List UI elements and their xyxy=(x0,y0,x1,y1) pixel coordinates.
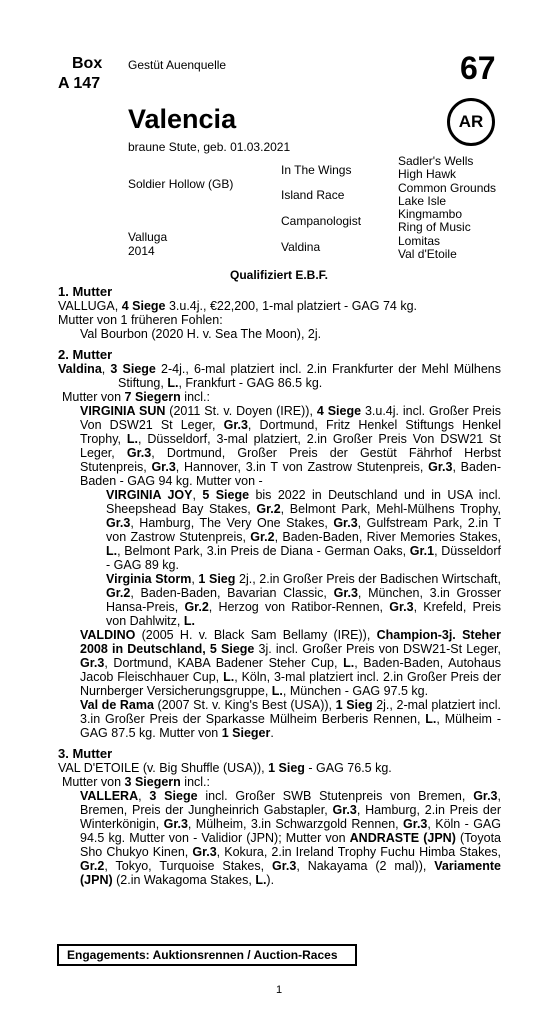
section-title-2: 2. Mutter xyxy=(58,347,113,362)
pedigree-gen3: Common Grounds xyxy=(398,181,497,195)
vallera-entry: VALLERA, 3 Siege incl. Großer SWB Stutenpreis von Bremen, Gr.3, Bremen, Preis der Jungheinrich Gabstapler, Gr.3, Hamburg, 2.in Preis der Winterkönigin, Gr.3, Mülheim, 3.in Schwarzgold Rennen, Gr.3, Köln - GAG 94.5 kg. Mutter von - Validior (JPN); Mutter von ANDRASTE (JPN) (Toyota Sho Chukyo Kinen, Gr.3, Kokura, 2.in Ireland Trophy Fuchu Himba Stakes, Gr.2, Tokyo, Turquoise Stakes, Gr.3, Nakayama (2 mal)), Variamente (JPN) (2.in Wakagoma Stakes, L.). xyxy=(80,789,501,887)
val-de-rama-entry: Val de Rama (2007 St. v. King's Best (USA)), 1 Sieg 2j., 2-mal platziert incl. 3.in Großer Preis der Sparkasse Mülheim Berberis Rennen, L., Mülheim - GAG 87.5 kg. Mutter von 1 Sieger. xyxy=(80,698,501,740)
engagements-box: Engagements: Auktionsrennen / Auction-Races xyxy=(57,944,357,966)
virginia-sun-entry: VIRGINIA SUN (2011 St. v. Doyen (IRE)), 4 Siege 3.u.4j. incl. Großer Preis Von DSW21 St Leger, Gr.3, Dortmund, Fritz Henkel Stiftungs Henkel Trophy, L., Düsseldorf, 3-mal platziert, 2.in Großer Preis Von DSW21 St Leger, Gr.3, Dortmund, Großer Preis der Gestüt Fährhof Herbst Stutenpreis, Gr.3, Hannover, 3.in T von Zastrow Stutenpreis, Gr.3, Baden-Baden - GAG 94 kg. Mutter von - xyxy=(80,404,502,488)
second-dam-line: Valdina, 3 Siege 2-4j., 6-mal platziert incl. 2.in Frankfurter der Mehl Mülhens Stiftung, L., Frankfurt - GAG 86.5 kg. xyxy=(58,362,502,390)
horse-description: braune Stute, geb. 01.03.2021 xyxy=(128,140,291,154)
second-dam-produce: Mutter von 7 Siegern incl.: xyxy=(62,390,210,404)
pedigree-gen3: Lake Isle xyxy=(398,194,447,208)
pedigree-gen2: Island Race xyxy=(281,188,345,202)
third-dam-line: VAL D'ETOILE (v. Big Shuffle (USA)), 1 Sieg - GAG 76.5 kg. xyxy=(58,761,392,775)
stud-name: Gestüt Auenquelle xyxy=(128,58,227,72)
first-dam-line: VALLUGA, 4 Siege 3.u.4j., €22,200, 1-mal platziert - GAG 74 kg. xyxy=(58,299,417,313)
pedigree-gen3: Sadler's Wells xyxy=(398,154,474,168)
pedigree-dam-year: 2014 xyxy=(128,244,155,258)
third-dam-produce: Mutter von 3 Siegern incl.: xyxy=(62,775,210,789)
pedigree-dam: Valluga xyxy=(128,230,168,244)
virginia-joy-entry: VIRGINIA JOY, 5 Siege bis 2022 in Deutschland und in USA incl. Sheepshead Bay Stakes, Gr.2, Belmont Park, Mehl-Mülhens Trophy, Gr.3, Hamburg, The Very One Stakes, Gr.3, Gulfstream Park, 2.in T von Zastrow Stutenpreis, Gr.2, Baden-Baden, River Memories Stakes, L., Belmont Park, 3.in Preis de Diana - German Oaks, Gr.1, Düsseldorf - GAG 89 kg. xyxy=(106,488,501,572)
box-label xyxy=(58,54,103,94)
section-title-1: 1. Mutter xyxy=(58,284,113,299)
page-number: 1 xyxy=(275,984,283,996)
virginia-storm-entry: Virginia Storm, 1 Sieg 2j., 2.in Großer Preis der Badischen Wirtschaft, Gr.2, Baden-Baden, Bavarian Classic, Gr.3, München, 3.in Grosser Hansa-Preis, Gr.2, Herzog von Ratibor-Rennen, Gr.3, Krefeld, Preis von Dahlwitz, L. xyxy=(106,572,501,628)
pedigree-gen3: Ring of Music xyxy=(398,220,471,234)
horse-name: Valencia xyxy=(128,104,237,134)
pedigree-gen3: High Hawk xyxy=(398,167,457,181)
first-dam-foal: Val Bourbon (2020 H. v. Sea The Moon), 2j. xyxy=(80,327,322,341)
pedigree-sire: Soldier Hollow (GB) xyxy=(128,177,234,191)
ar-badge: AR xyxy=(447,98,495,146)
box-number: A 147 xyxy=(58,75,101,92)
qualification: Qualifiziert E.B.F. xyxy=(229,268,328,282)
pedigree-gen3: Kingmambo xyxy=(398,207,463,221)
box-word: Box xyxy=(72,55,103,72)
pedigree-gen3: Val d'Etoile xyxy=(398,247,457,261)
valdino-entry: VALDINO (2005 H. v. Black Sam Bellamy (IRE)), Champion-3j. Steher 2008 in Deutschland, 5 Siege 3j. incl. Großer Preis von DSW21-St Leger, Gr.3, Dortmund, KABA Badener Steher Cup, L., Baden-Baden, Autohaus Jacob Fleischhauer Cup, L., Köln, 3-mal platziert incl. 2.in Großer Preis der Nurnberger Versicherungsgruppe, L., München - GAG 97.5 kg. xyxy=(80,628,501,698)
catalogue-text xyxy=(58,285,501,887)
pedigree-gen2: Campanologist xyxy=(281,214,362,228)
pedigree-gen2: Valdina xyxy=(281,240,321,254)
lot-number: 67 xyxy=(460,50,496,86)
pedigree-gen2: In The Wings xyxy=(281,163,352,177)
pedigree-gen3: Lomitas xyxy=(398,234,441,248)
section-title-3: 3. Mutter xyxy=(58,746,113,761)
first-dam-produce: Mutter von 1 früheren Fohlen: xyxy=(58,313,223,327)
